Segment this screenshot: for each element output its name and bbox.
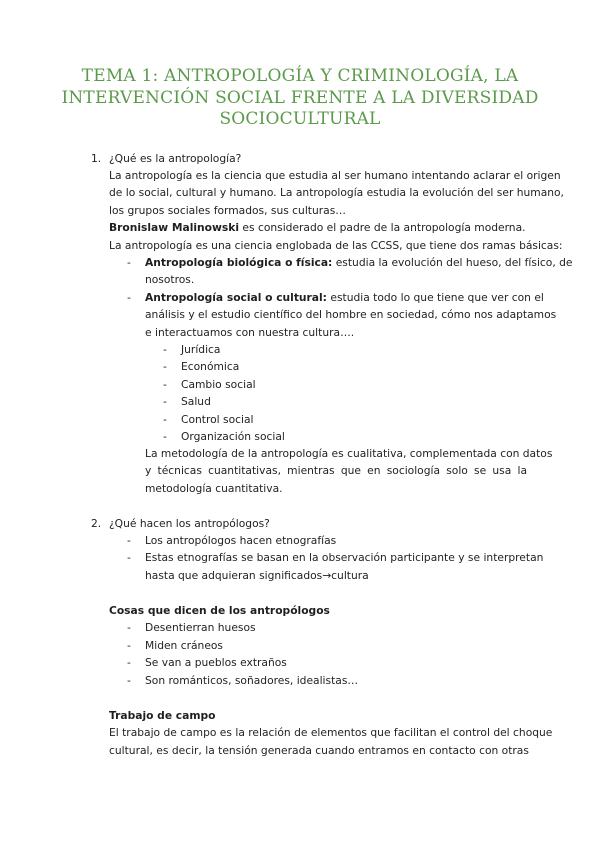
- dash-bullet: -: [127, 256, 131, 269]
- section-2-heading: ¿Qué hacen los antropólogos?: [109, 517, 270, 530]
- title-line: TEMA 1: ANTROPOLOGÍA Y CRIMINOLOGÍA, LA: [81, 66, 519, 86]
- list-item: [127, 532, 527, 549]
- subitem-label: Económica: [181, 360, 240, 374]
- branch-1-text: estudia la evolución del hueso, del físico, de: [332, 256, 573, 269]
- title-line: SOCIOCULTURAL: [219, 109, 381, 129]
- list-item-text: Se van a pueblos extraños: [145, 656, 287, 670]
- dash-bullet: -: [163, 343, 167, 356]
- subitem: [163, 411, 254, 428]
- sayings-heading: [109, 602, 330, 619]
- dash-bullet: -: [127, 534, 131, 547]
- paragraph-line: El trabajo de campo es la relación de elementos que facilitan el control del choque: [109, 726, 553, 740]
- subitem-label: Cambio social: [181, 377, 256, 391]
- section-1-heading: ¿Qué es la antropología?: [109, 152, 242, 165]
- dash-bullet: -: [127, 656, 131, 670]
- branch-line: análisis y el estudio científico del hombre en sociedad, cómo nos adaptamos: [145, 308, 557, 322]
- paragraph-line: cultural, es decir, la tensión generada cuando entramos en contacto con otras: [109, 743, 529, 757]
- dash-bullet: -: [163, 412, 167, 426]
- branch-line: e interactuamos con nuestra cultura….: [145, 325, 355, 339]
- branch-item-biological: [127, 254, 573, 289]
- subitem: [163, 376, 256, 393]
- paragraph-line: los grupos sociales formados, sus culturas…: [109, 203, 346, 217]
- section-2-number: 2.: [91, 517, 102, 530]
- paragraph-line: metodología cuantitativa.: [145, 481, 283, 495]
- list-item-text: Son románticos, soñadores, idealistas…: [145, 673, 359, 687]
- father-line: [109, 219, 527, 236]
- branch-2-text: estudia todo lo que tiene que ver con el: [326, 291, 544, 304]
- list-item-text: hasta que adquieran significados→cultura: [145, 568, 369, 582]
- field-paragraph: [109, 724, 553, 759]
- dash-bullet: -: [163, 395, 167, 409]
- subitem: [163, 428, 285, 445]
- paragraph-line: La metodología de la antropología es cualitativa, complementada con datos: [145, 447, 553, 460]
- dash-bullet: -: [127, 551, 131, 565]
- dash-bullet: -: [163, 360, 167, 374]
- list-item-text: Miden cráneos: [145, 638, 223, 652]
- dash-bullet: -: [127, 673, 131, 687]
- subitem-label: Jurídica: [181, 343, 221, 356]
- list-item: [127, 654, 287, 671]
- dash-bullet: -: [127, 291, 131, 304]
- list-item-text: Desentierran huesos: [145, 621, 256, 635]
- field-heading-text: Trabajo de campo: [109, 709, 216, 722]
- section-1-number: 1.: [91, 152, 102, 165]
- methodology-paragraph: [145, 445, 553, 497]
- branch-item-social: [127, 289, 557, 341]
- list-item: [127, 637, 223, 654]
- dash-bullet: -: [163, 377, 167, 391]
- branch-line: [145, 254, 573, 271]
- sayings-heading-text: Cosas que dicen de los antropólogos: [109, 604, 330, 617]
- dash-bullet: -: [127, 621, 131, 635]
- paragraph-line: La antropología es la ciencia que estudia al ser humano intentando aclarar el origen: [109, 169, 561, 182]
- paragraph-line: y técnicas cuantitativas, mientras que en sociología solo se usa la: [145, 464, 527, 478]
- list-item-text: Estas etnografías se basan en la observación participante y se interpretan: [145, 551, 544, 565]
- section-1-intro: [109, 167, 564, 254]
- document-title: [60, 66, 540, 131]
- subitem: [163, 358, 239, 375]
- list-item: [127, 619, 256, 636]
- dash-bullet: -: [127, 638, 131, 652]
- branch-1-label: Antropología biológica o física:: [145, 256, 333, 269]
- subitem: [163, 341, 220, 358]
- branch-line: nosotros.: [145, 273, 195, 287]
- subitem-label: Control social: [181, 412, 254, 426]
- malinowski-name: Bronislaw Malinowski: [109, 221, 239, 235]
- list-item: [127, 672, 358, 689]
- branches-intro: La antropología es una ciencia englobada de las CCSS, que tiene dos ramas básicas:: [109, 238, 563, 252]
- subitem-label: Salud: [181, 395, 211, 409]
- title-line: INTERVENCIÓN SOCIAL FRENTE A LA DIVERSIDAD: [61, 87, 539, 108]
- paragraph-line: de lo social, cultural y humano. La antropología estudia la evolución del ser humano,: [109, 186, 564, 200]
- list-item: [127, 549, 544, 584]
- branch-line: [145, 289, 544, 306]
- father-text: es considerado el padre de la antropología moderna.: [239, 221, 526, 235]
- branch-2-label: Antropología social o cultural:: [145, 291, 327, 304]
- subitem: [163, 393, 211, 410]
- dash-bullet: -: [163, 430, 167, 443]
- subitem-label: Organización social: [181, 430, 285, 443]
- list-item-text: Los antropólogos hacen etnografías: [145, 534, 337, 547]
- field-heading: [109, 707, 215, 724]
